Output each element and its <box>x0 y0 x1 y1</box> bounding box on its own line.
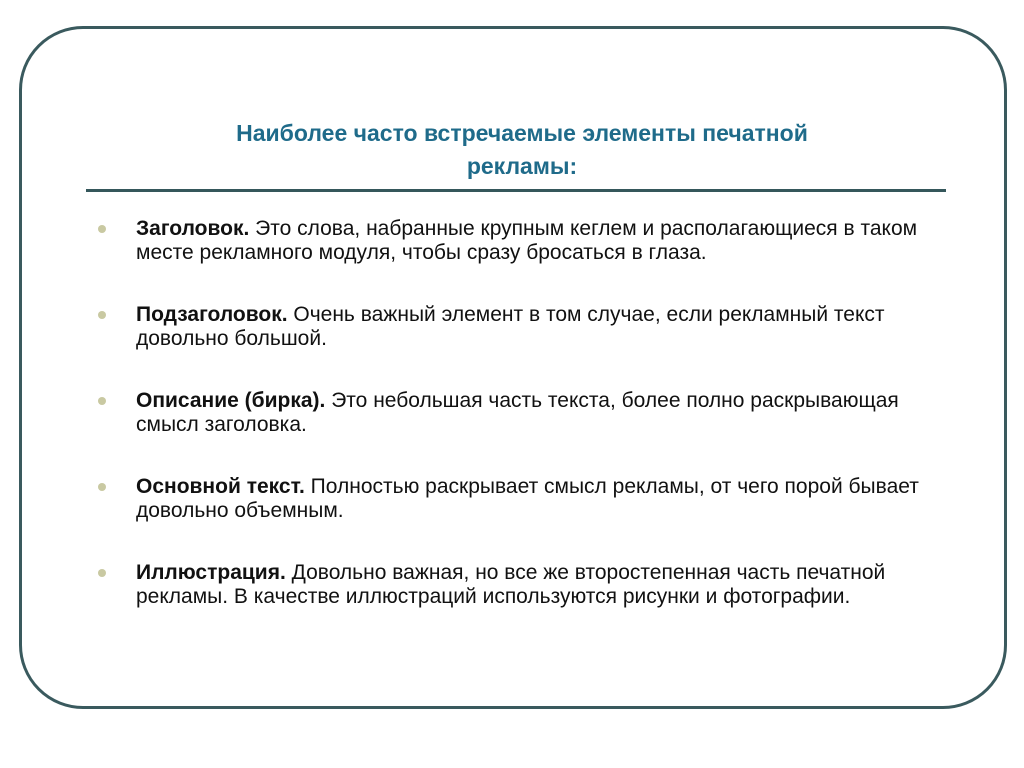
list-item-headline <box>97 217 957 265</box>
list-item-description <box>97 389 957 437</box>
bullet-icon <box>98 397 106 405</box>
item-text: Очень важный элемент в том случае, если рекламный текст довольно большой. <box>136 303 885 350</box>
item-text: Полностью раскрывает смысл рекламы, от чего порой бывает довольно объемным. <box>136 475 919 522</box>
item-term: Заголовок. <box>136 217 250 240</box>
elements-list <box>97 217 957 647</box>
list-item-subheadline <box>97 303 957 351</box>
title-line-1: Наиболее часто встречаемые элементы печатной <box>236 120 808 146</box>
bullet-icon <box>98 483 106 491</box>
item-term: Основной текст. <box>136 475 305 498</box>
item-text: Это слова, набранные крупным кеглем и располагающиеся в таком месте рекламного модуля, чтобы сразу бросаться в глаза. <box>136 217 918 264</box>
item-term: Иллюстрация. <box>136 561 286 584</box>
title-divider <box>86 189 946 192</box>
item-term: Подзаголовок. <box>136 303 288 326</box>
slide-title <box>90 117 954 183</box>
list-item-body-text <box>97 475 957 523</box>
item-term: Описание (бирка). <box>136 389 326 412</box>
list-item-illustration <box>97 561 957 609</box>
title-line-2: рекламы: <box>466 153 578 179</box>
bullet-icon <box>98 225 106 233</box>
bullet-icon <box>98 311 106 319</box>
bullet-icon <box>98 569 106 577</box>
item-text: Это небольшая часть текста, более полно раскрывающая смысл заголовка. <box>136 389 899 436</box>
item-text: Довольно важная, но все же второстепенная часть печатной рекламы. В качестве иллюстраций используются рисунки и фотографии. <box>136 561 886 608</box>
